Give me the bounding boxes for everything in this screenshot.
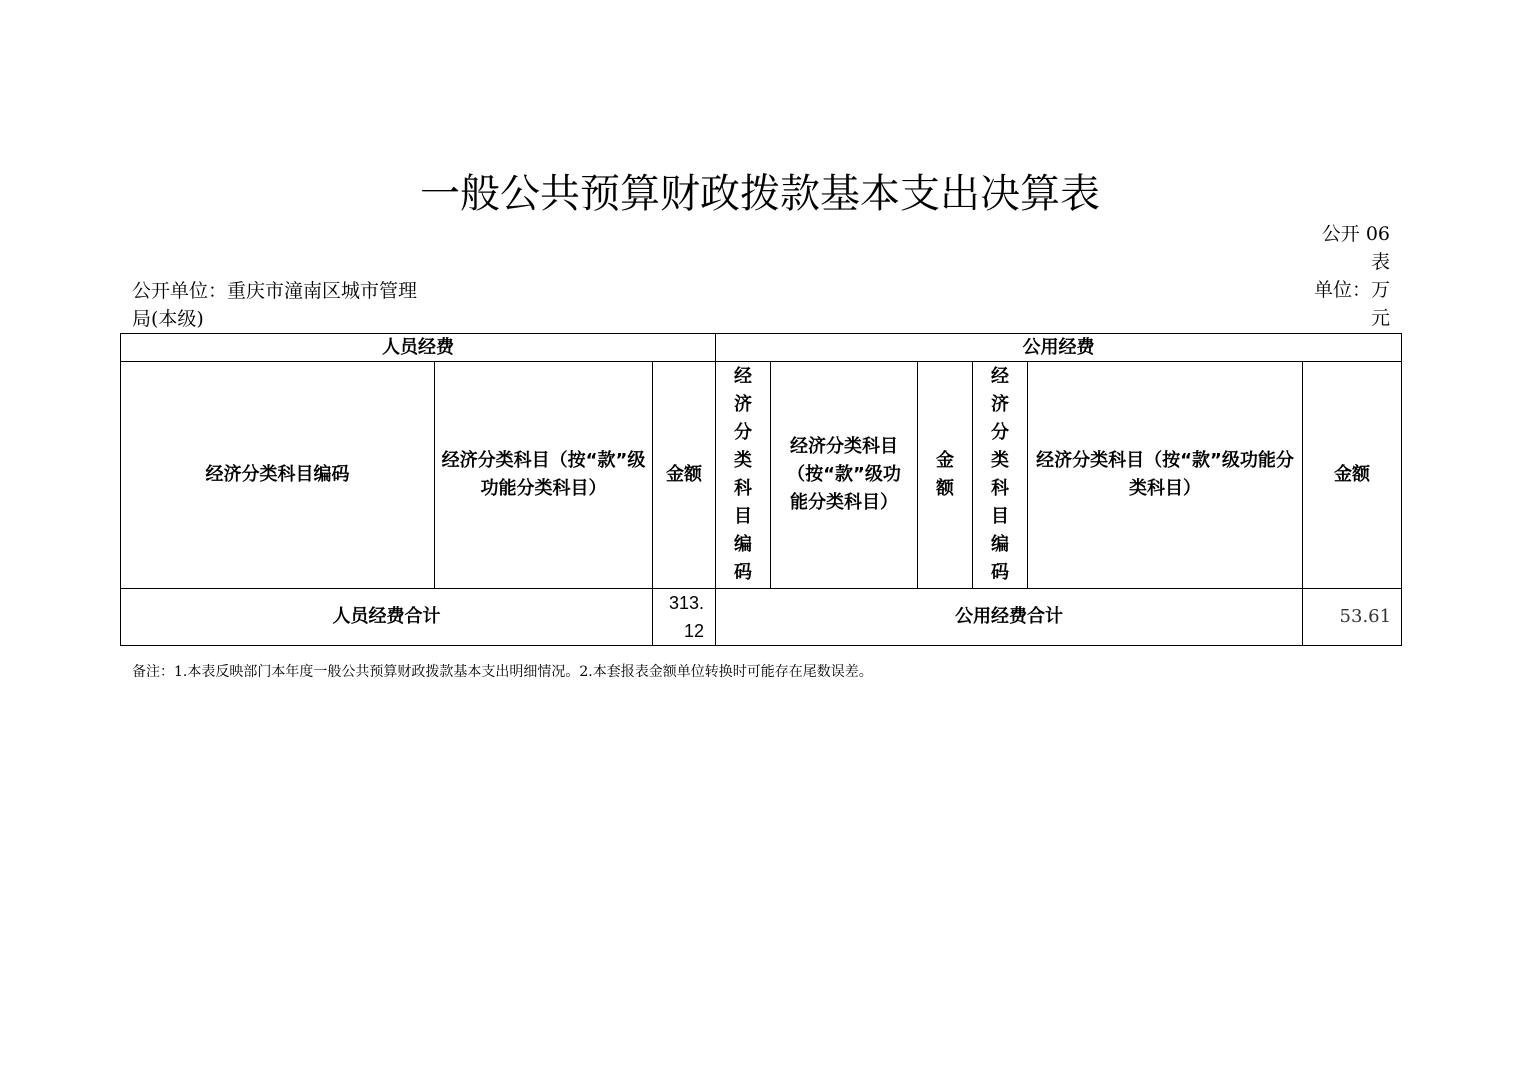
col-header-personnel-amount: 金额 [653, 362, 716, 589]
column-header-row [121, 362, 1402, 589]
col-header-public-code-2 [973, 362, 1028, 589]
col-header-public-amount-1 [918, 362, 973, 589]
group-header-row [121, 334, 1402, 362]
table-meta [1300, 220, 1390, 332]
col-header-public-code-1 [716, 362, 771, 589]
personnel-total-label: 人员经费合计 [121, 589, 653, 646]
col-header-public-name-1: 经济分类科目（按“款”级功能分类科目） [771, 362, 918, 589]
page-title: 一般公共预算财政拨款基本支出决算表 [420, 171, 1100, 217]
group-header-public: 公用经费 [716, 334, 1402, 362]
col-header-public-amount-1-text: 金额 [936, 450, 954, 499]
public-total-label: 公用经费合计 [716, 589, 1303, 646]
col-header-personnel-name: 经济分类科目（按“款”级功能分类科目） [435, 362, 653, 589]
personnel-total-value [653, 589, 716, 646]
table-number: 公开 06 表 [1321, 223, 1390, 273]
col-header-public-name-2: 经济分类科目（按“款”级功能分类科目） [1028, 362, 1303, 589]
reporting-unit: 公开单位：重庆市潼南区城市管理局(本级) [132, 280, 418, 330]
group-header-personnel: 人员经费 [121, 334, 716, 362]
col-header-personnel-code: 经济分类科目编码 [121, 362, 435, 589]
footnote: 备注：1.本表反映部门本年度一般公共预算财政拨款基本支出明细情况。2.本套报表金额单位转换时可能存在尾数误差。 [132, 664, 873, 680]
currency-unit: 单位：万元 [1313, 279, 1390, 329]
col-header-public-code-2-text: 经济分类科目编码 [991, 366, 1009, 583]
expenditure-table [120, 333, 1402, 646]
col-header-public-amount-2: 金额 [1303, 362, 1402, 589]
personnel-total-value-text: 313.12 [668, 593, 704, 641]
col-header-public-code-1-text: 经济分类科目编码 [734, 366, 752, 583]
public-total-value: 53.61 [1303, 589, 1402, 646]
totals-row [121, 589, 1402, 646]
